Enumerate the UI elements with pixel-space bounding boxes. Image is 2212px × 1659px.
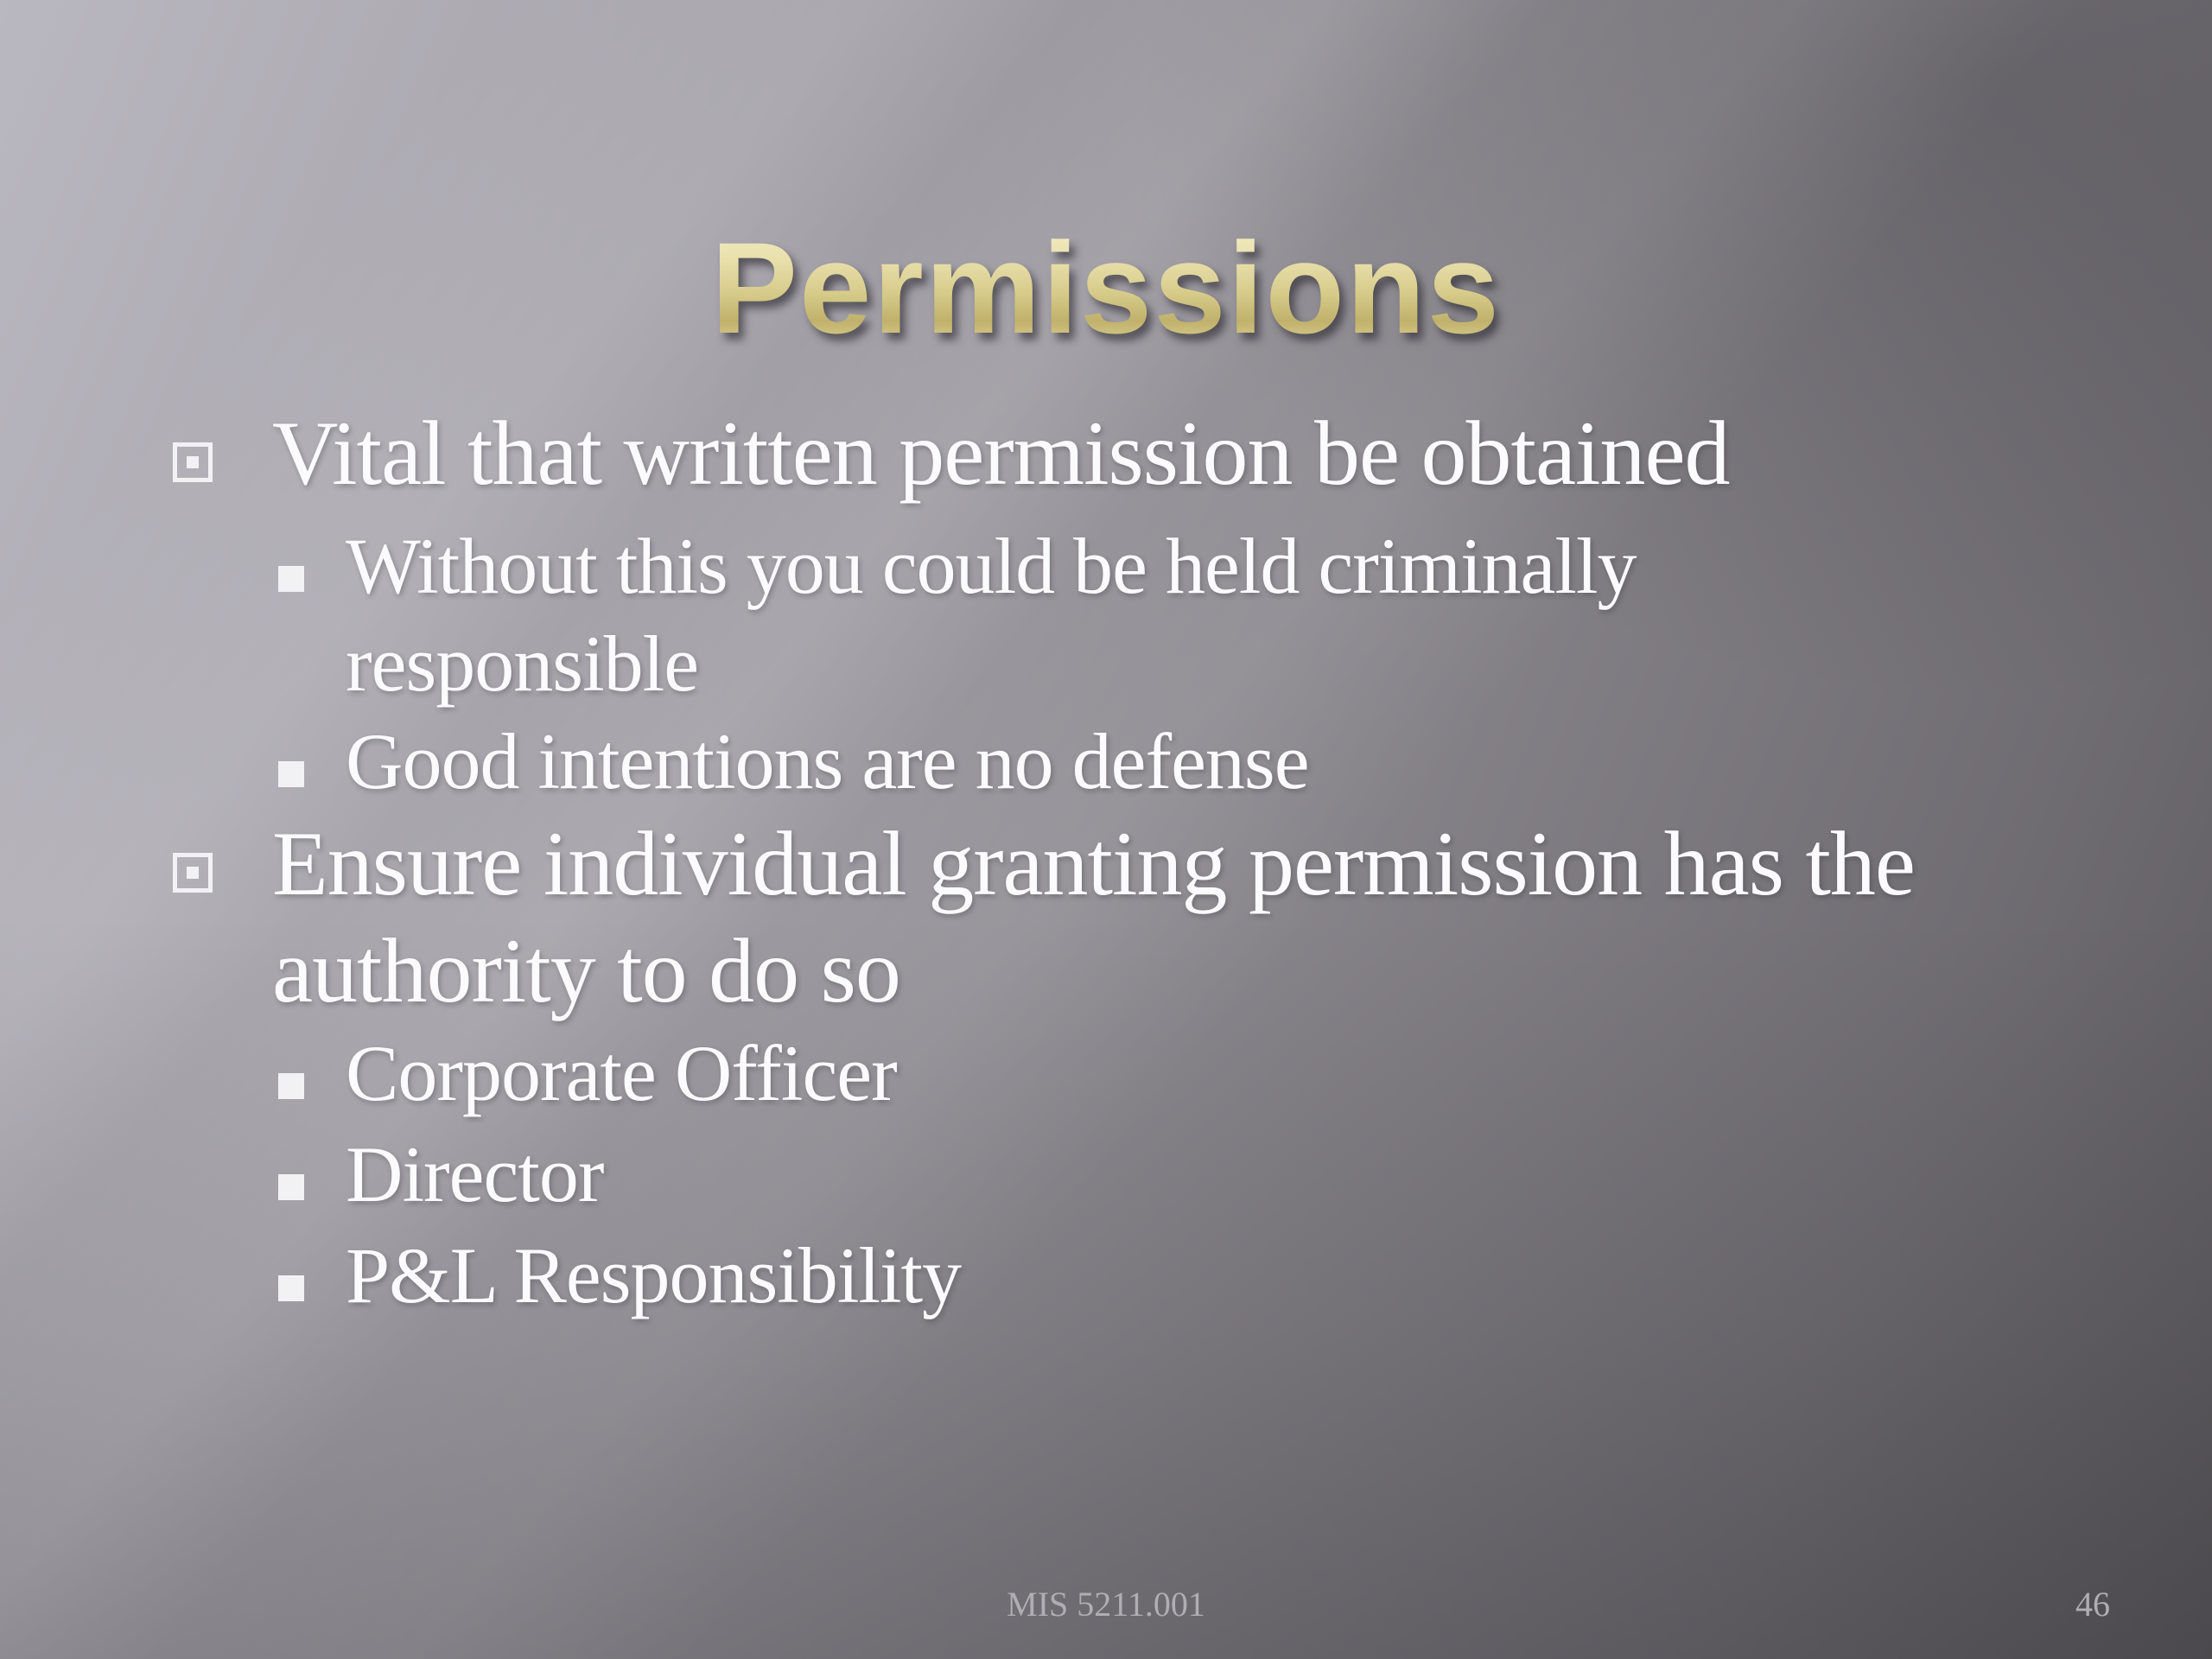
bullet-text-line: Ensure individual granting permission has the — [272, 813, 1915, 914]
bullet-item-level2 — [0, 713, 2212, 810]
bullet-text-line: Vital that written permission be obtained — [272, 403, 1730, 504]
bullet-item-level1 — [0, 810, 2212, 1025]
bullet-item-level2 — [0, 1025, 2212, 1122]
bullet-item-level2 — [0, 1227, 2212, 1325]
level1-bullet-inner-square — [187, 867, 199, 879]
bullet-text — [346, 1227, 961, 1325]
bullet-text-line: Director — [346, 1130, 604, 1218]
bullet-text-line: Corporate Officer — [346, 1029, 897, 1117]
bullet-text — [346, 1126, 604, 1224]
bullet-list — [0, 400, 2212, 1325]
bullet-text — [346, 518, 1637, 713]
level2-bullet-icon — [278, 1275, 304, 1301]
level2-bullet-icon — [278, 1073, 304, 1099]
slide-title: Permissions — [0, 219, 2212, 357]
bullet-text — [346, 1025, 897, 1122]
bullet-text-line: responsible — [346, 620, 699, 708]
level2-bullet-icon — [278, 566, 304, 592]
level2-bullet-icon — [278, 1174, 304, 1200]
bullet-text-line: authority to do so — [272, 920, 900, 1021]
level1-bullet-inner-square — [187, 456, 199, 468]
footer-page-number: 46 — [2075, 1585, 2110, 1624]
slide-footer — [0, 1584, 2212, 1636]
bullet-text — [272, 400, 1730, 507]
bullet-text — [272, 810, 1915, 1025]
bullet-item-level2 — [0, 518, 2212, 713]
bullet-text — [346, 713, 1309, 810]
level1-bullet-icon — [173, 853, 213, 893]
bullet-text-line: Good intentions are no defense — [346, 717, 1309, 805]
bullet-item-level1 — [0, 400, 2212, 507]
bullet-text-line: Without this you could be held criminally — [346, 522, 1637, 610]
level1-bullet-icon — [173, 442, 213, 482]
bullet-text-line: P&L Responsibility — [346, 1231, 962, 1319]
bullet-item-level2 — [0, 1126, 2212, 1224]
footer-course-code: MIS 5211.001 — [1007, 1585, 1205, 1624]
level2-bullet-icon — [278, 761, 304, 787]
